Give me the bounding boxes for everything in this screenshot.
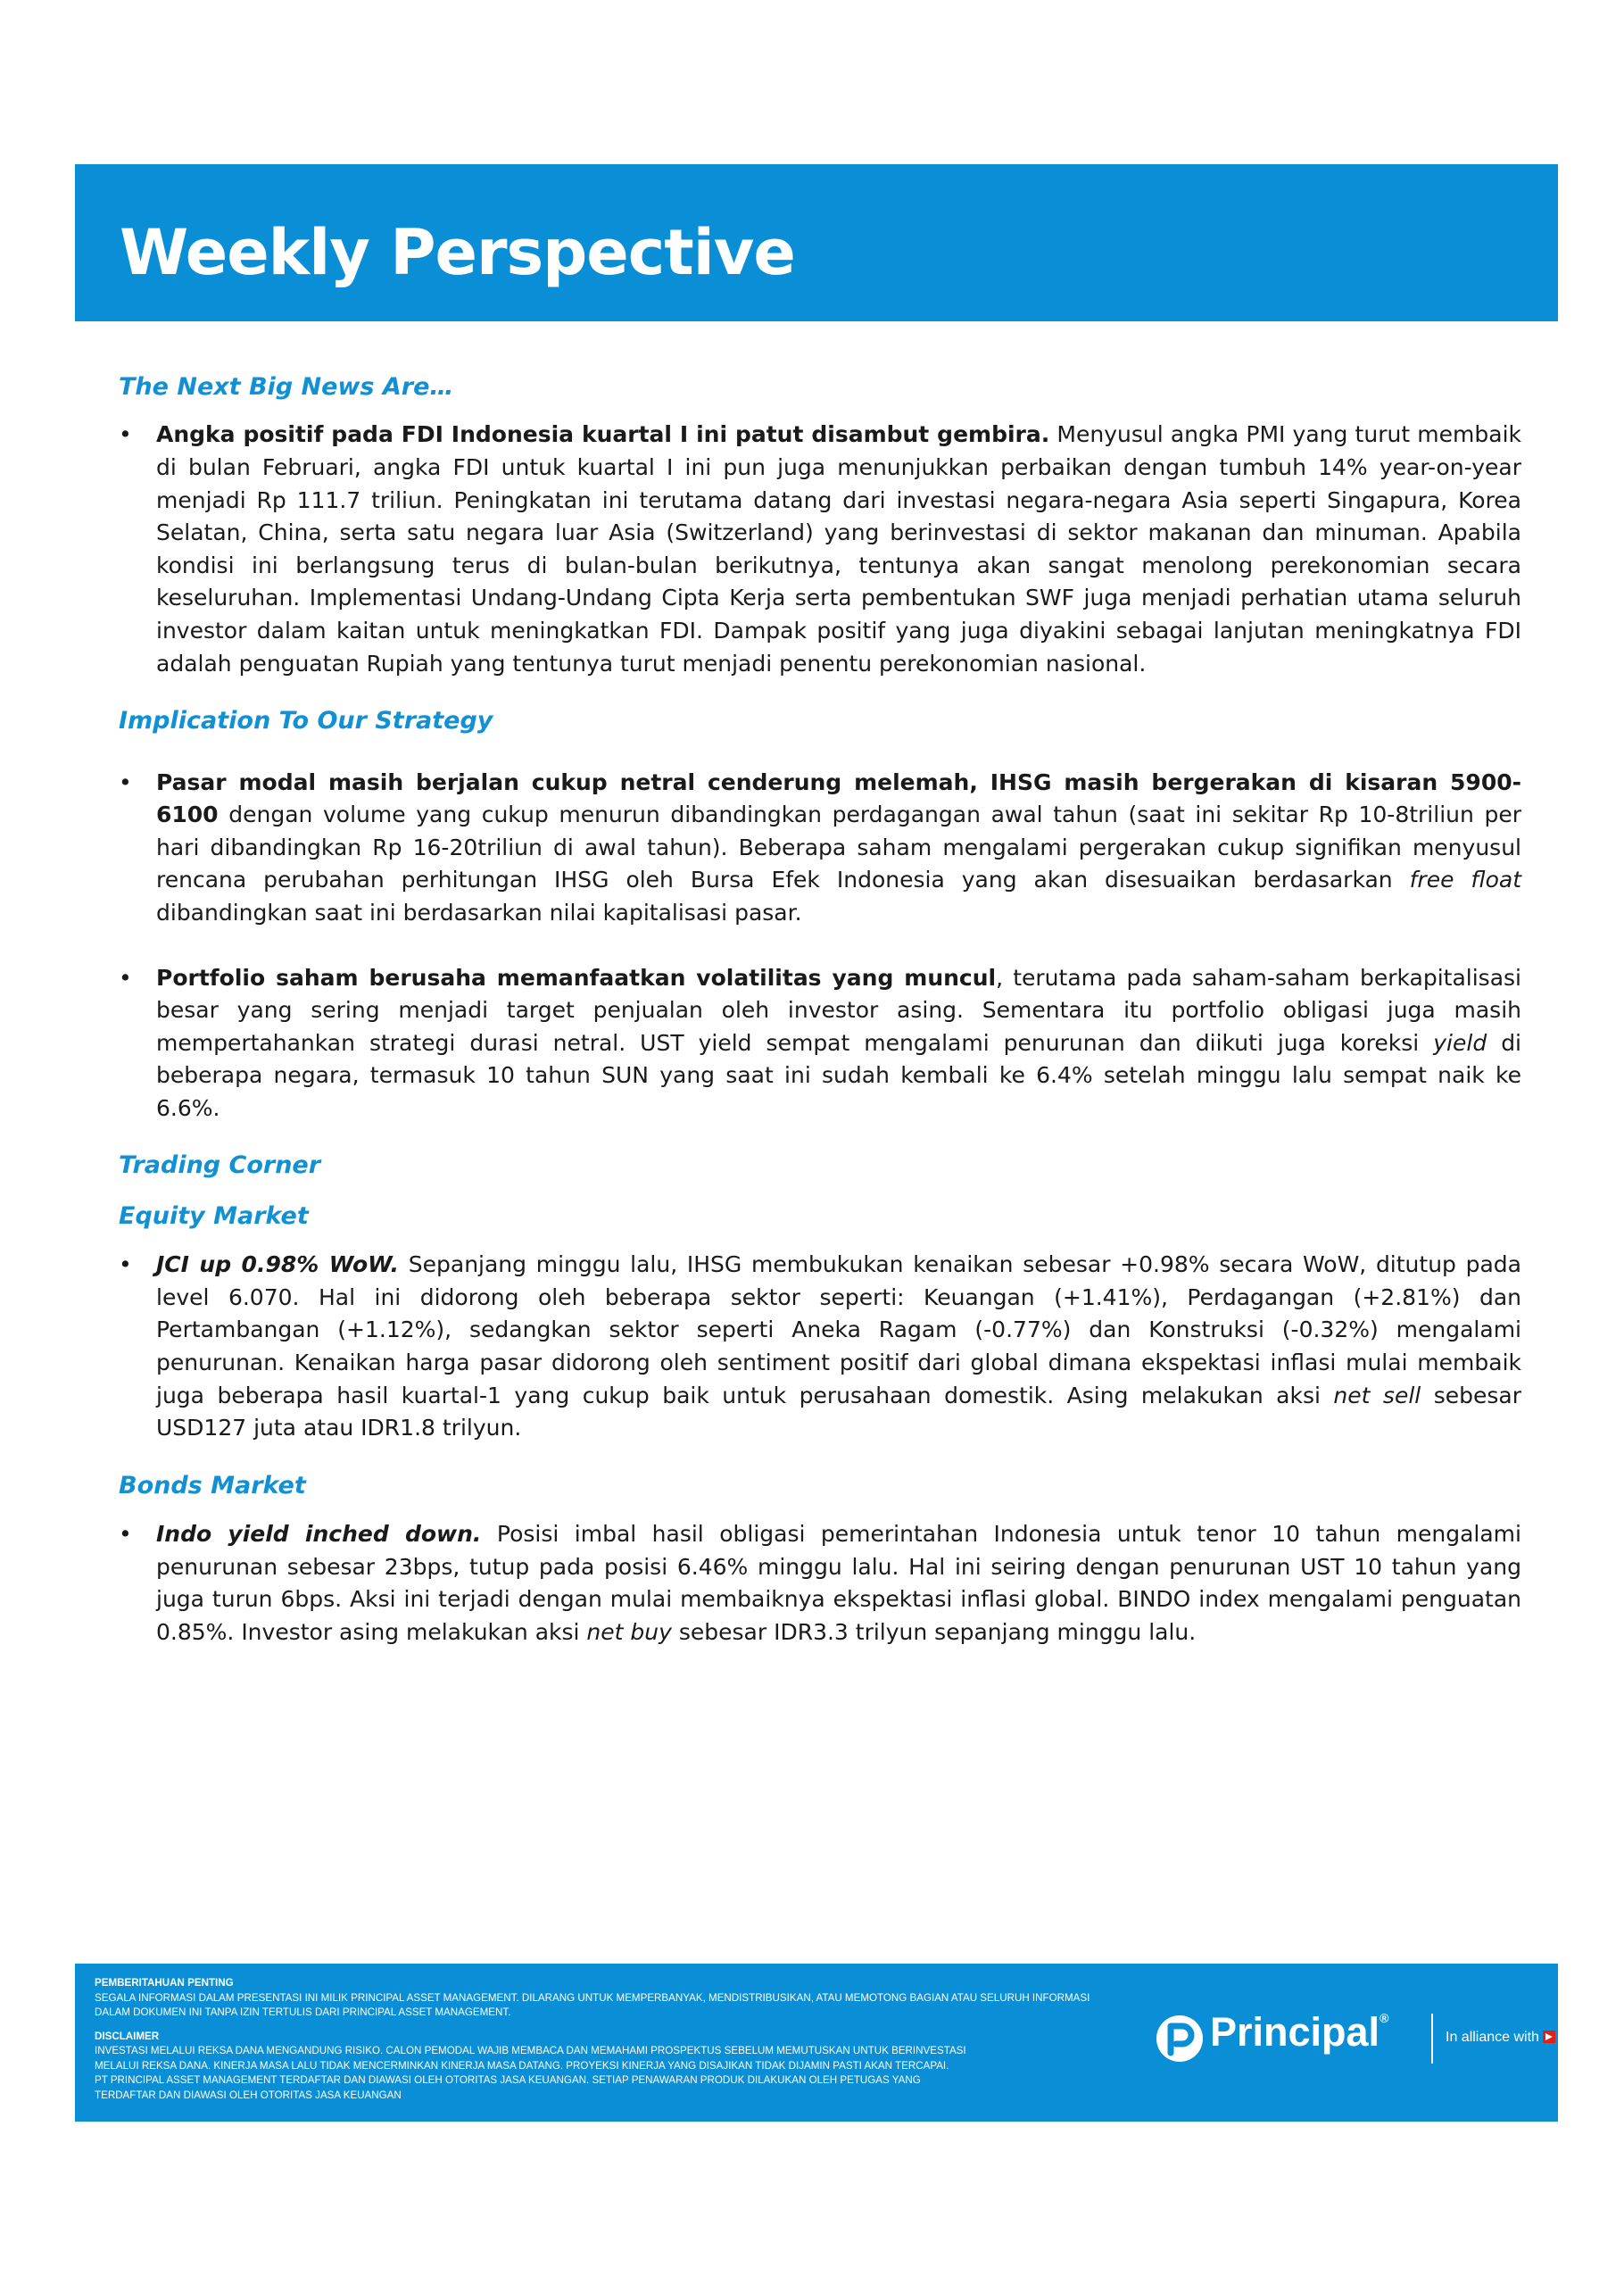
strategy-bullet-equity <box>119 767 1521 930</box>
bullet-italic: yield <box>1433 1029 1487 1056</box>
bullet-lead-text: JCI up 0.98% WoW. <box>156 1251 400 1278</box>
brand-name-text: Principal <box>1210 2009 1380 2055</box>
cimb-logo-icon <box>1543 2031 1555 2043</box>
disclaimer-line: PT PRINCIPAL ASSET MANAGEMENT TERDAFTAR DAN DIAWASI OLEH OTORITAS JASA KEUANGAN. SETIAP PENAWARAN PRODUK DILAKUKAN OLEH PETUGAS YANG <box>95 2074 921 2086</box>
bullet-lead <box>156 1251 399 1277</box>
alliance-text <box>1446 2030 1595 2046</box>
bullet-lead: Angka positif pada FDI Indonesia kuartal I ini patut disambut gembira. <box>156 421 1050 448</box>
brand-block <box>1155 2009 1596 2067</box>
principal-logo-icon <box>1155 2014 1205 2064</box>
bullet-lead-text: Indo yield inched down. <box>156 1521 482 1548</box>
section-title-next-big-news: The Next Big News Are… <box>119 373 454 401</box>
disclaimer-line: MELALUI REKSA DANA. KINERJA MASA LALU TIDAK MENCERMINKAN KINERJA MASA DATANG. PROYEKSI KINERJA YANG DISAJIKAN TIDAK DIJAMIN PASTI AKAN TERCAPAI. <box>95 2059 949 2072</box>
section-title-trading-corner: Trading Corner <box>119 1151 321 1180</box>
news-bullet-fdi <box>119 419 1521 680</box>
notice-line: DALAM DOKUMEN INI TANPA IZIN TERTULIS DARI PRINCIPAL ASSET MANAGEMENT. <box>95 2006 511 2018</box>
report-header <box>75 164 1558 321</box>
section-title-equity-market: Equity Market <box>119 1201 309 1230</box>
brand-name <box>1210 2009 1389 2055</box>
disclaimer-heading: DISCLAIMER <box>95 2030 160 2042</box>
bonds-bullet-yield <box>119 1518 1521 1649</box>
page-title: Weekly Perspective <box>120 216 795 289</box>
brand-divider <box>1431 2014 1433 2064</box>
bullet-italic: net sell <box>1333 1382 1421 1408</box>
section-title-bonds-market: Bonds Market <box>119 1471 306 1499</box>
bullet-text: dengan volume yang cukup menurun dibandingkan perdagangan awal tahun (saat ini sekitar Rp 10-8triliun per hari dibandingkan Rp 16-20triliun di awal tahun). Beberapa saham mengalami pergerakan cukup signifikan menyusul rencana perubahan perhitungan IHSG oleh Bursa Efek Indonesia yang akan disesuaikan berdasarkan <box>156 802 1521 893</box>
bullet-lead: Portfolio saham berusaha memanfaatkan volatilitas yang muncul <box>156 964 997 991</box>
bullet-text: Menyusul angka PMI yang turut membaik di bulan Februari, angka FDI untuk kuartal I ini pun juga menunjukkan perbaikan dengan tumbuh 14% year-on-year menjadi Rp 111.7 triliun. Peningkatan ini terutama datang dari investasi negara-negara Asia seperti Singapura, Korea Selatan, China, serta satu negara luar Asia (Switzerland) yang berinvestasi di sektor makanan dan minuman. Apabila kondisi ini berlangsung terus di bulan-bulan berikutnya, tentunya akan sangat menolong perekonomian secara keseluruhan. Implementasi Undang-Undang Cipta Kerja serta pembentukan SWF juga menjadi perhatian utama seluruh investor dalam kaitan untuk meningkatkan FDI. Dampak positif yang juga diyakini sebagai lanjutan meningkatnya FDI adalah penguatan Rupiah yang tentunya turut menjadi penentu perekonomian nasional. <box>156 421 1521 677</box>
disclaimer-line: TERDAFTAR DAN DIAWASI OLEH OTORITAS JASA KEUANGAN <box>95 2089 402 2101</box>
report-body <box>119 373 1521 1649</box>
equity-bullet-jci <box>119 1249 1521 1445</box>
brand-registered-mark: ® <box>1380 2011 1389 2025</box>
disclaimer-line: INVESTASI MELALUI REKSA DANA MENGANDUNG RISIKO. CALON PEMODAL WAJIB MEMBACA DAN MEMAHAMI PROSPEKTUS SEBELUM MEMUTUSKAN UNTUK BERINVESTASI <box>95 2045 966 2056</box>
bullet-text: , terutama pada saham-saham berkapitalisasi besar yang sering menjadi target penjualan oleh investor asing. Sementara itu portfolio obligasi juga masih mempertahankan strategi durasi netral. UST yield sempat mengalami penurunan dan diikuti juga koreksi <box>156 964 1521 1056</box>
bullet-lead: Pasar modal masih berjalan cukup netral cenderung melemah, IHSG masih bergerakan di kisaran 5900-6100 <box>156 768 1521 828</box>
bullet-lead <box>156 1521 481 1547</box>
notice-heading: PEMBERITAHUAN PENTING <box>95 1977 234 1989</box>
bullet-marker: • <box>119 768 132 795</box>
bullet-marker: • <box>119 964 132 991</box>
section-title-implication: Implication To Our Strategy <box>119 707 493 735</box>
strategy-bullet-portfolio <box>119 962 1521 1126</box>
alliance-label: In alliance with <box>1446 2030 1539 2045</box>
bullet-text: di beberapa negara, termasuk 10 tahun SUN yang saat ini sudah kembali ke 6.4% setelah minggu lalu sempat naik ke 6.6%. <box>156 1029 1522 1121</box>
footer-bar <box>75 1964 1596 2122</box>
bullet-text: Posisi imbal hasil obligasi pemerintahan Indonesia untuk tenor 10 tahun mengalami penurunan sebesar 23bps, tutup pada posisi 6.46% minggu lalu. Hal ini seiring dengan penurunan UST 10 tahun yang juga turun 6bps. Aksi ini terjadi dengan mulai membaiknya ekspektasi inflasi global. BINDO index mengalami penguatan 0.85%. Investor asing melakukan aksi <box>156 1521 1521 1645</box>
bullet-italic: free float <box>1409 867 1521 893</box>
notice-line: SEGALA INFORMASI DALAM PRESENTASI INI MILIK PRINCIPAL ASSET MANAGEMENT. DILARANG UNTUK MEMPERBANYAK, MENDISTRIBUSIKAN, ATAU MEMOTONG BAGIAN ATAU SELURUH INFORMASI <box>95 1991 1090 2004</box>
bullet-marker: • <box>119 421 132 448</box>
bullet-marker: • <box>119 1521 132 1548</box>
partner-name: CIMB <box>1559 2030 1596 2045</box>
bullet-italic: net buy <box>586 1618 672 1645</box>
bullet-text: sebesar IDR3.3 trilyun sepanjang minggu lalu. <box>671 1618 1197 1645</box>
bullet-text: Sepanjang minggu lalu, IHSG membukukan kenaikan sebesar +0.98% secara WoW, ditutup pada level 6.070. Hal ini didorong oleh beberapa sektor seperti: Keuangan (+1.41%), Perdagangan (+2.81%) dan Pertambangan (+1.12%), sedangkan sektor seperti Aneka Ragam (-0.77%) dan Konstruksi (-0.32%) mengalami penurunan. Kenaikan harga pasar didorong oleh sentiment positif dari global dimana ekspektasi inflasi mulai membaik juga beberapa hasil kuartal-1 yang cukup baik untuk perusahaan domestik. Asing melakukan aksi <box>156 1251 1521 1408</box>
bullet-text: dibandingkan saat ini berdasarkan nilai kapitalisasi pasar. <box>156 899 802 926</box>
legal-notice <box>95 1976 1201 2103</box>
bullet-marker: • <box>119 1251 132 1278</box>
bullet-text: sebesar USD127 juta atau IDR1.8 trilyun. <box>156 1382 1521 1441</box>
